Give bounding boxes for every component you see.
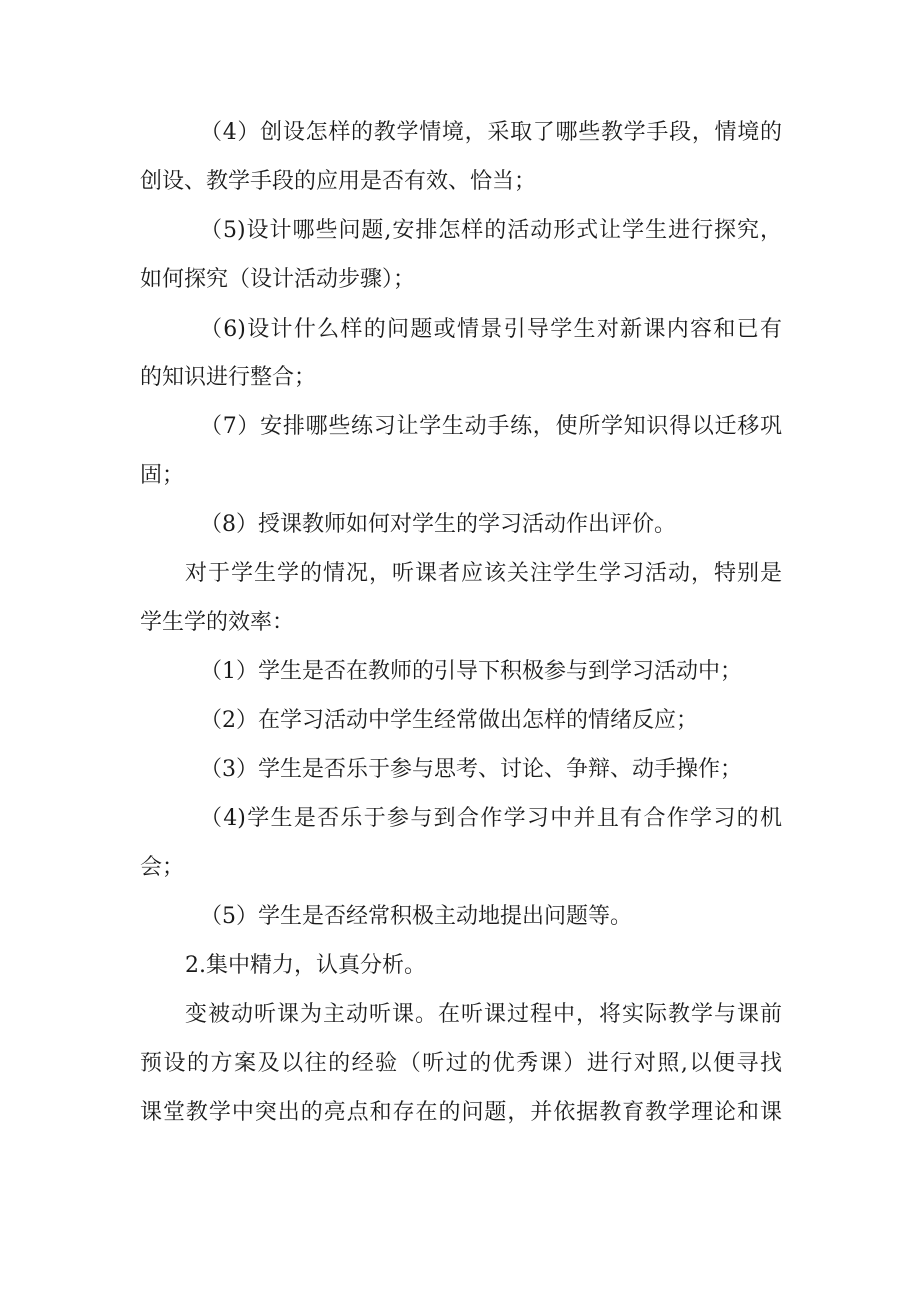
student-item-3: （3）学生是否乐于参与思考、讨论、争辩、动手操作； <box>200 757 742 782</box>
paragraph-student-line-2: 学生学的效率： <box>140 610 295 635</box>
student-item-5: （5）学生是否经常积极主动地提出问题等。 <box>200 904 632 929</box>
item-5-line-1: （5)设计哪些问题,安排怎样的活动形式让学生进行探究， <box>200 218 782 243</box>
student-item-1: （1）学生是否在教师的引导下积极参与到学习活动中； <box>200 659 742 684</box>
item-6-line-2: 的知识进行整合； <box>140 365 317 390</box>
item-4-line-2: 创设、教学手段的应用是否有效、恰当； <box>140 169 537 194</box>
item-6-line-1: （6)设计什么样的问题或情景引导学生对新课内容和已有 <box>200 317 782 342</box>
student-item-4-line-1: （4)学生是否乐于参与到合作学习中并且有合作学习的机 <box>200 806 782 831</box>
item-7-line-1: （7）安排哪些练习让学生动手练，使所学知识得以迁移巩 <box>200 414 782 439</box>
paragraph-student-line-1: 对于学生学的情况，听课者应该关注学生学习活动，特别是 <box>185 561 782 586</box>
section-heading-2: 2.集中精力，认真分析。 <box>185 953 426 978</box>
item-8-line: （8）授课教师如何对学生的学习活动作出评价。 <box>200 512 676 537</box>
paragraph-listen-line-2: 预设的方案及以往的经验（听过的优秀课）进行对照,以便寻找 <box>140 1051 782 1076</box>
item-5-line-2: 如何探究（设计活动步骤）； <box>140 267 416 292</box>
item-7-line-2: 固； <box>140 463 185 488</box>
paragraph-listen-line-3: 课堂教学中突出的亮点和存在的问题，并依据教育教学理论和课 <box>140 1100 782 1125</box>
item-4-line-1: （4）创设怎样的教学情境，采取了哪些教学手段，情境的 <box>200 120 782 145</box>
paragraph-listen-line-1: 变被动听课为主动听课。在听课过程中，将实际教学与课前 <box>185 1002 782 1027</box>
student-item-2: （2）在学习活动中学生经常做出怎样的情绪反应； <box>200 708 698 733</box>
student-item-4-line-2: 会； <box>140 855 185 880</box>
